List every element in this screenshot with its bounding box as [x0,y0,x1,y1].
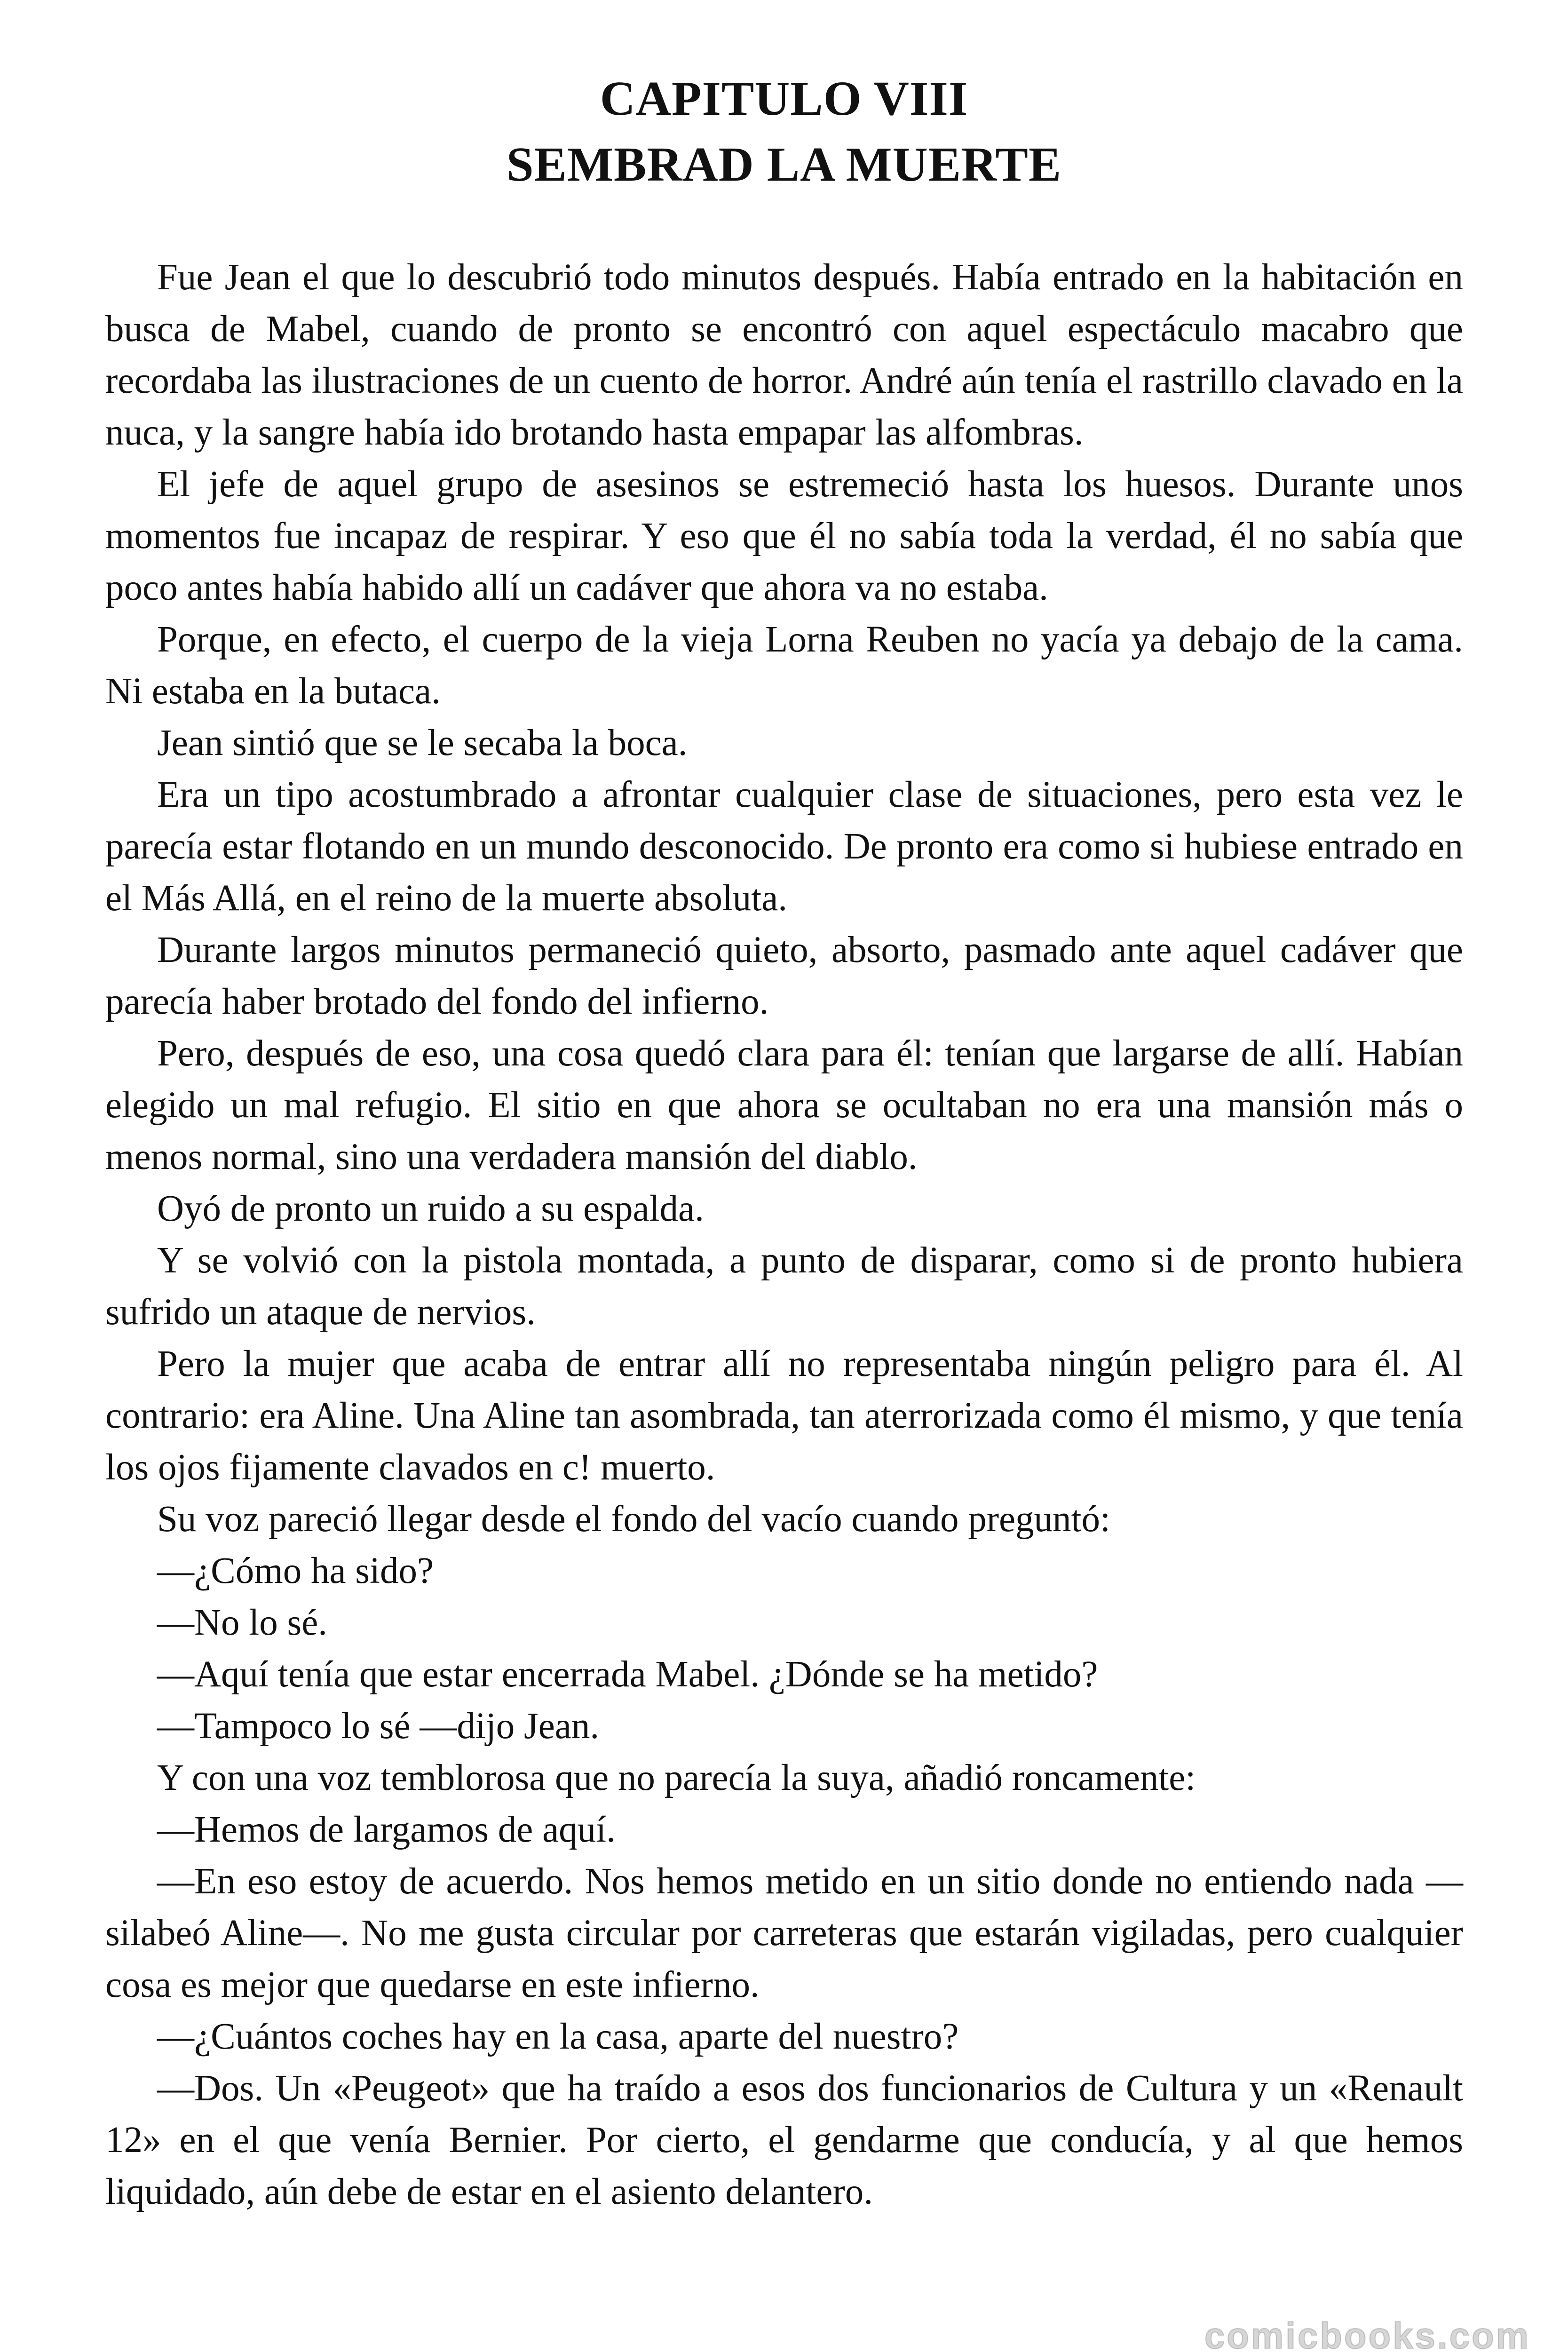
paragraph: Y con una voz temblorosa que no parecía la suya, añadió roncamente: [157,1757,1196,1798]
paragraph: Pero la mujer que acaba de entrar allí no representaba ningún peligro para él. Al contrario: era Aline. Una Aline tan asombrada, tan aterrorizada como él mismo, y que tenía los ojos fijamente clavados en c! muerto. [105,1343,1463,1488]
dialogue-line: —Tampoco lo sé —dijo Jean. [157,1706,600,1747]
chapter-number: CAPITULO VIII [600,72,968,126]
paragraph: Era un tipo acostumbrado a afrontar cualquier clase de situaciones, pero esta vez le parecía estar flotando en un mundo desconocido. De pronto era como si hubiese entrado en el Más Allá, en el reino de la muerte absoluta. [105,774,1463,919]
dialogue-line: —Aquí tenía que estar encerrada Mabel. ¿Dónde se ha metido? [157,1654,1098,1695]
chapter-title: SEMBRAD LA MUERTE [506,137,1062,191]
paragraph: Fue Jean el que lo descubrió todo minutos después. Había entrado en la habitación en busca de Mabel, cuando de pronto se encontró con aquel espectáculo macabro que recordaba las ilustraciones de un cuento de horror. André aún tenía el rastrillo clavado en la nuca, y la sangre había ido brotando hasta empapar las alfombras. [105,257,1463,453]
dialogue-line: —Hemos de largamos de aquí. [157,1809,616,1850]
paragraph: Porque, en efecto, el cuerpo de la vieja Lorna Reuben no yacía ya debajo de la cama. Ni estaba en la butaca. [105,619,1463,712]
paragraph: Y se volvió con la pistola montada, a punto de disparar, como si de pronto hubiera sufrido un ataque de nervios. [105,1240,1463,1333]
dialogue-line: —¿Cuántos coches hay en la casa, aparte del nuestro? [157,2016,959,2057]
dialogue-line: —¿Cómo ha sido? [157,1550,434,1591]
paragraph: Durante largos minutos permaneció quieto, absorto, pasmado ante aquel cadáver que parecía haber brotado del fondo del infierno. [105,930,1463,1022]
paragraph: Su voz pareció llegar desde el fondo del vacío cuando preguntó: [157,1499,1110,1540]
paragraph: El jefe de aquel grupo de asesinos se estremeció hasta los huesos. Durante unos momentos fue incapaz de respirar. Y eso que él no sabía toda la verdad, él no sabía que poco antes había habido allí un cadáver que ahora va no estaba. [105,464,1463,608]
dialogue-line: —En eso estoy de acuerdo. Nos hemos metido en un sitio donde no entiendo nada —silabeó Aline—. No me gusta circular por carreteras que estarán vigiladas, pero cualquier cosa es mejor que quedarse en este infierno. [105,1861,1463,2005]
paragraph: Jean sintió que se le secaba la boca. [157,723,688,763]
chapter-body [105,252,1463,2218]
paragraph: Oyó de pronto un ruido a su espalda. [157,1188,704,1229]
paragraph: Pero, después de eso, una cosa quedó clara para él: tenían que largarse de allí. Habían elegido un mal refugio. El sitio en que ahora se ocultaban no era una mansión más o menos normal, sino una verdadera mansión del diablo. [105,1033,1463,1177]
dialogue-line: —Dos. Un «Peugeot» que ha traído a esos dos funcionarios de Cultura y un «Renault 12» en el que venía Bernier. Por cierto, el gendarme que conducía, y al que hemos liquidado, aún debe de estar en el asiento delantero. [105,2068,1463,2212]
watermark: comicbooks.com [1204,2315,1530,2352]
chapter-heading [0,66,1568,198]
dialogue-line: —No lo sé. [157,1602,328,1643]
